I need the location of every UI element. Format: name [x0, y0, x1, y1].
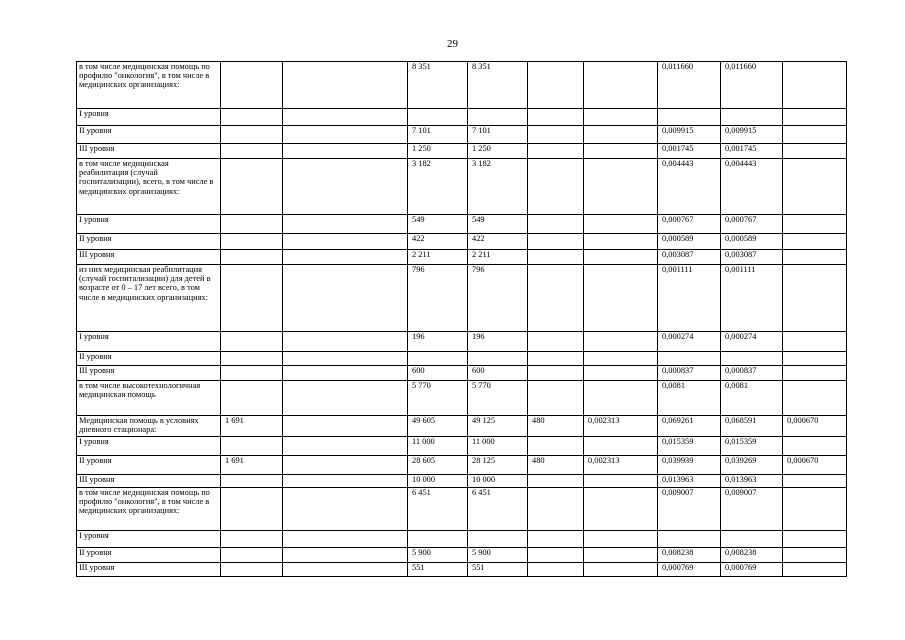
table-cell — [783, 144, 847, 159]
table-cell — [221, 159, 283, 215]
table-cell: 422 — [408, 234, 468, 250]
table-cell — [584, 332, 658, 352]
table-cell — [283, 488, 408, 531]
table-cell: 196 — [408, 332, 468, 352]
table-cell: 0,068591 — [721, 416, 783, 437]
table-cell: 2 211 — [408, 250, 468, 265]
table-cell: 0,001745 — [721, 144, 783, 159]
table-cell — [221, 488, 283, 531]
table-cell — [584, 475, 658, 488]
table-cell: 0,011660 — [658, 62, 721, 109]
row-label-cell: в том числе медицинская помощь по профилю "онкология", в том числе в медицинских организациях: — [77, 488, 221, 531]
table-cell: 0,001111 — [658, 265, 721, 332]
table-cell — [783, 381, 847, 416]
table-cell — [783, 488, 847, 531]
table-row — [77, 416, 847, 437]
table-row — [77, 215, 847, 234]
table-cell — [584, 126, 658, 144]
table-cell: 5 770 — [468, 381, 528, 416]
table-cell — [584, 144, 658, 159]
table-cell — [408, 352, 468, 366]
table-cell — [221, 62, 283, 109]
table-cell — [283, 381, 408, 416]
row-label-cell: II уровня — [77, 234, 221, 250]
table-cell — [783, 159, 847, 215]
table-cell — [468, 352, 528, 366]
table-cell — [584, 109, 658, 126]
table-cell: 0,002313 — [584, 416, 658, 437]
row-label-cell: I уровня — [77, 215, 221, 234]
table-cell — [584, 250, 658, 265]
table-cell — [783, 531, 847, 548]
table-cell — [528, 381, 584, 416]
row-label-cell: I уровня — [77, 531, 221, 548]
table-cell — [283, 475, 408, 488]
table-cell — [783, 332, 847, 352]
table-cell — [283, 563, 408, 577]
table-cell: 0,015359 — [658, 437, 721, 456]
table-cell: 0,008238 — [658, 548, 721, 563]
table-cell — [528, 437, 584, 456]
table-cell: 0,003087 — [721, 250, 783, 265]
table-cell: 0,000767 — [658, 215, 721, 234]
table-cell — [783, 265, 847, 332]
table-cell: 0,069261 — [658, 416, 721, 437]
table-cell: 0,000274 — [658, 332, 721, 352]
table-cell: 0,001111 — [721, 265, 783, 332]
table-cell: 0,009915 — [658, 126, 721, 144]
table-cell — [283, 234, 408, 250]
row-label-cell: II уровня — [77, 126, 221, 144]
table-cell: 796 — [468, 265, 528, 332]
table-cell — [584, 215, 658, 234]
row-label-cell: III уровня — [77, 475, 221, 488]
table-cell: 6 451 — [408, 488, 468, 531]
table-cell: 7 101 — [468, 126, 528, 144]
table-cell: 480 — [528, 456, 584, 475]
table-cell: 0,003087 — [658, 250, 721, 265]
table-cell: 0,004443 — [658, 159, 721, 215]
table-cell — [528, 531, 584, 548]
table-cell — [221, 437, 283, 456]
table-cell: 49 125 — [468, 416, 528, 437]
table-cell — [221, 126, 283, 144]
table-cell: 8 351 — [468, 62, 528, 109]
table-cell: 1 691 — [221, 416, 283, 437]
row-label-cell: III уровня — [77, 366, 221, 381]
table-cell — [221, 548, 283, 563]
table-cell — [783, 234, 847, 250]
data-table — [76, 61, 847, 577]
table-row — [77, 352, 847, 366]
table-cell — [783, 352, 847, 366]
table-cell — [783, 563, 847, 577]
table-cell — [283, 265, 408, 332]
table-cell — [783, 215, 847, 234]
table-cell — [783, 437, 847, 456]
table-row — [77, 456, 847, 475]
table-cell — [221, 250, 283, 265]
row-label-cell: Медицинская помощь в условиях дневного стационара: — [77, 416, 221, 437]
row-label-cell: II уровня — [77, 548, 221, 563]
table-cell: 1 250 — [468, 144, 528, 159]
table-cell — [408, 531, 468, 548]
table-cell — [221, 475, 283, 488]
table-cell: 0,0081 — [658, 381, 721, 416]
table-cell: 5 900 — [408, 548, 468, 563]
table-cell — [584, 548, 658, 563]
table-cell: 0,000837 — [721, 366, 783, 381]
table-row — [77, 159, 847, 215]
table-cell — [528, 265, 584, 332]
row-label-cell: II уровня — [77, 456, 221, 475]
table-cell — [468, 109, 528, 126]
row-label-cell: I уровня — [77, 332, 221, 352]
table-cell — [221, 144, 283, 159]
table-cell: 0,015359 — [721, 437, 783, 456]
table-cell — [658, 352, 721, 366]
table-cell — [783, 109, 847, 126]
table-cell — [283, 437, 408, 456]
table-cell — [584, 381, 658, 416]
table-cell: 796 — [408, 265, 468, 332]
table-cell: 3 182 — [408, 159, 468, 215]
table-cell — [783, 366, 847, 381]
table-cell: 2 211 — [468, 250, 528, 265]
table-cell: 1 250 — [408, 144, 468, 159]
table-cell: 600 — [408, 366, 468, 381]
table-cell — [783, 548, 847, 563]
table-cell — [283, 144, 408, 159]
table-cell — [721, 531, 783, 548]
table-cell — [283, 215, 408, 234]
table-cell: 0,000837 — [658, 366, 721, 381]
table-cell: 0,000589 — [658, 234, 721, 250]
table-row — [77, 62, 847, 109]
table-cell — [584, 234, 658, 250]
table-cell — [528, 109, 584, 126]
table-cell — [283, 531, 408, 548]
table-cell: 0,009915 — [721, 126, 783, 144]
row-label-cell: из них медицинская реабилитация (случай госпитализации) для детей в возрасте от 0 – 17 лет всего, в том числе в медицинских организациях: — [77, 265, 221, 332]
table-cell — [468, 531, 528, 548]
table-row — [77, 332, 847, 352]
table-row — [77, 548, 847, 563]
table-cell: 196 — [468, 332, 528, 352]
table-cell — [584, 265, 658, 332]
table-row — [77, 381, 847, 416]
row-label-cell: III уровня — [77, 144, 221, 159]
table-cell — [528, 366, 584, 381]
table-cell — [528, 475, 584, 488]
table-row — [77, 109, 847, 126]
table-cell: 0,000589 — [721, 234, 783, 250]
table-cell: 480 — [528, 416, 584, 437]
table-cell: 0,013963 — [721, 475, 783, 488]
table-row — [77, 563, 847, 577]
table-cell — [658, 531, 721, 548]
row-label-cell: III уровня — [77, 563, 221, 577]
table-cell — [584, 159, 658, 215]
table-cell: 0,011660 — [721, 62, 783, 109]
table-cell — [584, 437, 658, 456]
table-cell — [221, 381, 283, 416]
table-cell — [283, 126, 408, 144]
table-cell: 0,000670 — [783, 416, 847, 437]
table-row — [77, 437, 847, 456]
table-row — [77, 265, 847, 332]
table-cell — [283, 366, 408, 381]
row-label-cell: в том числе высокотехнологичная медицинская помощь — [77, 381, 221, 416]
table-cell: 0,001745 — [658, 144, 721, 159]
table-cell: 10 000 — [408, 475, 468, 488]
table-row — [77, 250, 847, 265]
table-cell — [221, 332, 283, 352]
table-cell: 0,000274 — [721, 332, 783, 352]
table-row — [77, 126, 847, 144]
table-cell — [283, 548, 408, 563]
table-cell — [528, 352, 584, 366]
table-cell — [221, 366, 283, 381]
table-cell — [584, 62, 658, 109]
table-cell — [528, 488, 584, 531]
table-cell — [221, 352, 283, 366]
table-cell: 11 000 — [408, 437, 468, 456]
table-cell — [221, 234, 283, 250]
table-cell: 0,004443 — [721, 159, 783, 215]
table-cell — [783, 62, 847, 109]
table-cell — [528, 62, 584, 109]
table-cell — [221, 563, 283, 577]
table-cell — [283, 456, 408, 475]
table-cell: 0,039939 — [658, 456, 721, 475]
table-cell: 0,000767 — [721, 215, 783, 234]
table-cell: 0,039269 — [721, 456, 783, 475]
table-cell — [658, 109, 721, 126]
table-cell: 11 000 — [468, 437, 528, 456]
table-cell — [584, 352, 658, 366]
row-label-cell: I уровня — [77, 437, 221, 456]
table-cell — [528, 563, 584, 577]
table-cell: 0,008238 — [721, 548, 783, 563]
table-row — [77, 366, 847, 381]
table-cell: 5 900 — [468, 548, 528, 563]
table-cell: 10 000 — [468, 475, 528, 488]
table-cell — [584, 366, 658, 381]
table-cell: 49 605 — [408, 416, 468, 437]
table-cell — [584, 531, 658, 548]
table-cell: 5 770 — [408, 381, 468, 416]
table-cell — [584, 488, 658, 531]
table-cell: 6 451 — [468, 488, 528, 531]
table-cell — [783, 250, 847, 265]
table-cell — [528, 250, 584, 265]
row-label-cell: I уровня — [77, 109, 221, 126]
table-cell: 422 — [468, 234, 528, 250]
page-number: 29 — [447, 38, 458, 50]
table-cell: 3 182 — [468, 159, 528, 215]
table-row — [77, 531, 847, 548]
table-cell — [408, 109, 468, 126]
table-cell: 7 101 — [408, 126, 468, 144]
table-cell — [221, 109, 283, 126]
table-cell — [221, 531, 283, 548]
table-cell: 0,000769 — [658, 563, 721, 577]
table-cell: 0,002313 — [584, 456, 658, 475]
table-cell — [528, 159, 584, 215]
table-cell — [584, 563, 658, 577]
table-cell: 0,009007 — [721, 488, 783, 531]
table-cell: 28 605 — [408, 456, 468, 475]
table-cell: 28 125 — [468, 456, 528, 475]
table-cell: 549 — [408, 215, 468, 234]
row-label-cell: в том числе медицинская помощь по профилю "онкология", в том числе в медицинских организациях: — [77, 62, 221, 109]
table-cell: 549 — [468, 215, 528, 234]
table-cell — [528, 234, 584, 250]
table-cell — [283, 332, 408, 352]
table-cell — [283, 352, 408, 366]
table-cell: 1 691 — [221, 456, 283, 475]
table-cell — [528, 548, 584, 563]
table-cell — [783, 475, 847, 488]
table-cell — [283, 109, 408, 126]
table-cell: 551 — [468, 563, 528, 577]
table-row — [77, 144, 847, 159]
table-cell: 0,013963 — [658, 475, 721, 488]
table-row — [77, 234, 847, 250]
table-cell — [528, 144, 584, 159]
table-cell — [783, 126, 847, 144]
table-cell: 600 — [468, 366, 528, 381]
table-cell — [283, 416, 408, 437]
table-row — [77, 475, 847, 488]
table-cell — [283, 62, 408, 109]
table-cell — [283, 250, 408, 265]
table-cell — [528, 215, 584, 234]
table-cell: 0,009007 — [658, 488, 721, 531]
row-label-cell: в том числе медицинская реабилитация (случай госпитализации), всего, в том числе в медицинских организациях: — [77, 159, 221, 215]
table-row — [77, 488, 847, 531]
table-cell: 551 — [408, 563, 468, 577]
row-label-cell: III уровня — [77, 250, 221, 265]
table-cell — [721, 352, 783, 366]
table-cell — [528, 126, 584, 144]
table-cell — [721, 109, 783, 126]
table-cell: 0,000769 — [721, 563, 783, 577]
table-cell: 8 351 — [408, 62, 468, 109]
table-cell — [221, 215, 283, 234]
table-cell — [221, 265, 283, 332]
table-cell: 0,000670 — [783, 456, 847, 475]
row-label-cell: II уровня — [77, 352, 221, 366]
table-cell — [528, 332, 584, 352]
table-cell — [283, 159, 408, 215]
table-cell: 0,0081 — [721, 381, 783, 416]
